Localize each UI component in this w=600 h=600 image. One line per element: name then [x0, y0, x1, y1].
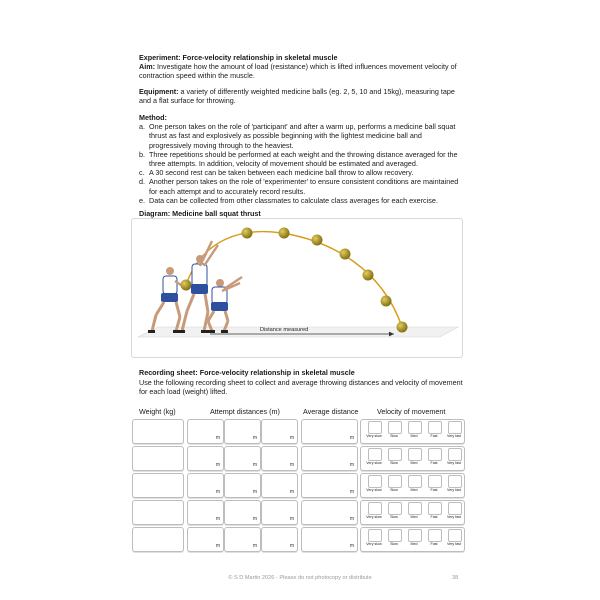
velocity-checkbox[interactable]: [448, 421, 462, 434]
medicine-ball-icon: [312, 235, 323, 246]
equipment-label: Equipment:: [139, 87, 179, 96]
ball-group: [242, 228, 408, 333]
unit-label: m: [289, 516, 294, 522]
velocity-option-label: Slow: [390, 542, 398, 546]
method-letter: a.: [139, 122, 145, 132]
velocity-option-label: Med: [410, 488, 418, 492]
table-row: [131, 446, 465, 470]
velocity-checkbox[interactable]: [408, 529, 422, 542]
unit-label: m: [349, 435, 354, 441]
method-section: [139, 113, 464, 205]
table-row: [131, 527, 465, 551]
velocity-checkbox[interactable]: [448, 502, 462, 515]
attempt-2-field[interactable]: [224, 446, 261, 471]
velocity-group: [360, 419, 465, 444]
col-velocity-header: Velocity of movement: [377, 407, 446, 416]
average-distance-field[interactable]: [301, 473, 358, 498]
attempt-2-field[interactable]: [224, 473, 261, 498]
velocity-option-label: Slow: [390, 434, 398, 438]
unit-label: m: [252, 435, 257, 441]
velocity-checkbox[interactable]: [388, 502, 402, 515]
velocity-option-label: Very fast: [447, 542, 461, 546]
velocity-checkbox[interactable]: [448, 475, 462, 488]
medicine-ball-icon: [340, 249, 351, 260]
diagram-frame: [131, 218, 463, 358]
method-text: Another person takes on the role of 'experimenter' to ensure consistent conditions are maintained for each attempt and to accurately record results.: [149, 177, 459, 196]
experiment-section: [139, 53, 464, 81]
velocity-checkbox[interactable]: [368, 529, 382, 542]
velocity-checkbox[interactable]: [368, 475, 382, 488]
velocity-option-label: Fast: [430, 488, 438, 492]
weight-field[interactable]: [132, 527, 184, 552]
method-letter: d.: [139, 177, 145, 187]
method-letter: e.: [139, 195, 145, 205]
attempt-3-field[interactable]: [261, 473, 298, 498]
average-distance-field[interactable]: [301, 527, 358, 552]
attempt-2-field[interactable]: [224, 500, 261, 525]
velocity-option-label: Very fast: [447, 488, 461, 492]
method-list: [139, 122, 464, 205]
page-number: 38: [452, 575, 459, 581]
average-distance-field[interactable]: [301, 446, 358, 471]
velocity-checkbox[interactable]: [428, 529, 442, 542]
velocity-checkbox[interactable]: [408, 421, 422, 434]
medicine-ball-icon: [181, 280, 192, 291]
velocity-option-label: Very slow: [366, 434, 382, 438]
attempt-1-field[interactable]: [187, 446, 224, 471]
unit-label: m: [215, 516, 220, 522]
method-letter: c.: [139, 168, 145, 178]
unit-label: m: [349, 489, 354, 495]
velocity-option-label: Med: [410, 461, 418, 465]
unit-label: m: [289, 435, 294, 441]
velocity-checkbox[interactable]: [368, 421, 382, 434]
unit-label: m: [215, 462, 220, 468]
velocity-checkbox[interactable]: [428, 421, 442, 434]
velocity-checkbox[interactable]: [428, 475, 442, 488]
velocity-checkbox[interactable]: [408, 502, 422, 515]
unit-label: m: [252, 543, 257, 549]
table-row: [131, 500, 465, 524]
table-row: [131, 419, 465, 443]
attempt-2-field[interactable]: [224, 419, 261, 444]
velocity-checkbox[interactable]: [388, 421, 402, 434]
method-item: [139, 122, 464, 150]
aim-paragraph: [139, 62, 464, 80]
equipment-section: [139, 87, 464, 105]
unit-label: m: [252, 489, 257, 495]
method-letter: b.: [139, 149, 145, 159]
velocity-checkbox[interactable]: [388, 475, 402, 488]
velocity-checkbox[interactable]: [388, 529, 402, 542]
distance-label: Distance measured: [260, 327, 309, 333]
medicine-ball-icon: [397, 322, 408, 333]
velocity-option-label: Fast: [430, 515, 438, 519]
unit-label: m: [215, 489, 220, 495]
weight-field[interactable]: [132, 419, 184, 444]
method-item: [139, 177, 464, 195]
attempt-3-field[interactable]: [261, 500, 298, 525]
unit-label: m: [349, 462, 354, 468]
attempt-3-field[interactable]: [261, 527, 298, 552]
velocity-checkbox[interactable]: [408, 448, 422, 461]
average-distance-field[interactable]: [301, 500, 358, 525]
velocity-option-label: Med: [410, 515, 418, 519]
method-text: A 30 second rest can be taken between each medicine ball throw to allow recovery.: [149, 168, 414, 178]
medicine-ball-icon: [381, 296, 392, 307]
table-row: [131, 473, 465, 497]
attempt-1-field[interactable]: [187, 419, 224, 444]
method-item: [139, 150, 464, 168]
weight-field[interactable]: [132, 473, 184, 498]
velocity-checkbox[interactable]: [388, 448, 402, 461]
velocity-option-label: Very slow: [366, 488, 382, 492]
col-attempts-header: Attempt distances (m): [210, 407, 280, 416]
velocity-option-label: Very slow: [366, 461, 382, 465]
recording-heading: Recording sheet: Force-velocity relationship in skeletal muscle: [139, 368, 355, 377]
attempt-1-field[interactable]: [187, 473, 224, 498]
velocity-option-label: Very fast: [447, 461, 461, 465]
velocity-option-label: Fast: [430, 434, 438, 438]
velocity-checkbox[interactable]: [428, 448, 442, 461]
footer-copyright: © S D Martin 2026 - Please do not photocopy or distribute: [228, 575, 372, 581]
method-text: Three repetitions should be performed at each weight and the throwing distance averaged for the three attempts. In addition, velocity of movement should be estimated and averaged.: [149, 149, 458, 169]
velocity-group: [360, 473, 465, 498]
velocity-option-label: Fast: [430, 461, 438, 465]
velocity-checkbox[interactable]: [448, 448, 462, 461]
velocity-checkbox[interactable]: [408, 475, 422, 488]
unit-label: m: [215, 435, 220, 441]
velocity-option-label: Med: [410, 542, 418, 546]
velocity-option-label: Slow: [390, 515, 398, 519]
attempt-1-field[interactable]: [187, 527, 224, 552]
aim-label: Aim:: [139, 62, 155, 72]
diagram-heading: Diagram: Medicine ball squat thrust: [139, 209, 261, 218]
squat-thrust-illustration: [132, 219, 462, 357]
aim-text: Investigate how the amount of load (resistance) which is lifted influences movement velocity of contraction speed within the muscle.: [139, 62, 457, 81]
velocity-checkbox[interactable]: [368, 502, 382, 515]
velocity-option-label: Slow: [390, 461, 398, 465]
velocity-option-label: Slow: [390, 488, 398, 492]
equipment-text: a variety of differently weighted medicine balls (eg. 2, 5, 10 and 15kg), measuring tape and a flat surface for throwing.: [139, 87, 455, 106]
attempt-3-field[interactable]: [261, 419, 298, 444]
col-weight-header: Weight (kg): [139, 407, 176, 416]
unit-label: m: [349, 543, 354, 549]
weight-field[interactable]: [132, 446, 184, 471]
medicine-ball-icon: [363, 270, 374, 281]
unit-label: m: [289, 489, 294, 495]
unit-label: m: [349, 516, 354, 522]
unit-label: m: [289, 543, 294, 549]
attempt-3-field[interactable]: [261, 446, 298, 471]
velocity-option-label: Fast: [430, 542, 438, 546]
velocity-option-label: Med: [410, 434, 418, 438]
attempt-2-field[interactable]: [224, 527, 261, 552]
velocity-group: [360, 527, 465, 552]
method-text: One person takes on the role of 'participant' and after a warm up, performs a medicine ball squat thrust as fast and explosively as possible beginning with the lightest medicine ball and progressively moving through to the heaviest.: [149, 122, 456, 150]
velocity-option-label: Very fast: [447, 515, 461, 519]
velocity-group: [360, 500, 465, 525]
method-label: Method:: [139, 113, 167, 122]
velocity-option-label: Very slow: [366, 542, 382, 546]
medicine-ball-icon: [242, 228, 253, 239]
velocity-checkbox[interactable]: [368, 448, 382, 461]
average-distance-field[interactable]: [301, 419, 358, 444]
velocity-option-label: Very fast: [447, 434, 461, 438]
experiment-heading: Experiment: Force-velocity relationship in skeletal muscle: [139, 53, 338, 62]
velocity-checkbox[interactable]: [448, 529, 462, 542]
unit-label: m: [252, 462, 257, 468]
method-item: [139, 168, 464, 177]
unit-label: m: [252, 516, 257, 522]
weight-field[interactable]: [132, 500, 184, 525]
velocity-checkbox[interactable]: [428, 502, 442, 515]
method-text: Data can be collected from other classmates to calculate class averages for each exercise.: [149, 195, 438, 205]
medicine-ball-icon: [279, 228, 290, 239]
velocity-option-label: Very slow: [366, 515, 382, 519]
col-average-header: Average distance: [303, 407, 359, 416]
method-item: [139, 196, 464, 205]
attempt-1-field[interactable]: [187, 500, 224, 525]
unit-label: m: [215, 543, 220, 549]
recording-instructions: Use the following recording sheet to collect and average throwing distances and velocity of movement for each load (weight) lifted.: [139, 378, 463, 397]
athlete-throw-figure: [208, 277, 242, 333]
velocity-group: [360, 446, 465, 471]
unit-label: m: [289, 462, 294, 468]
